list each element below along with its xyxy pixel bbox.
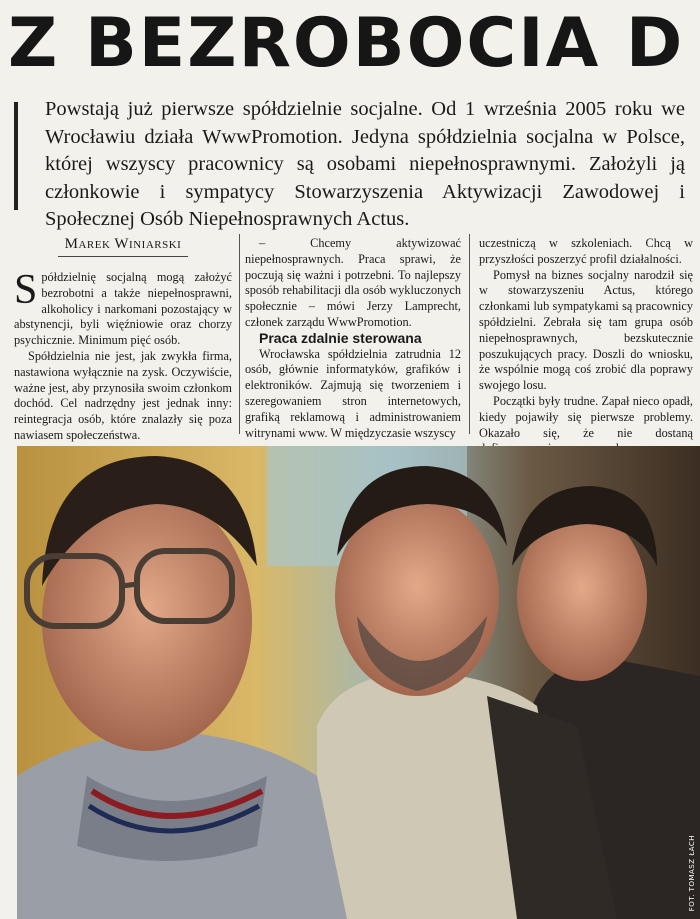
- col1-p1-text: półdzielnię socjalną mogą założyć bezrobotni a także niepełnosprawni, alkoholicy i narkomani pozostający w abstynencji, byli więźniowie oraz chorzy psychicznie. Minimum pięć osób.: [14, 270, 232, 348]
- lead-rule: [14, 102, 18, 210]
- col1-paragraph-2: Spółdzielnia nie jest, jak zwykła firma, nastawiona wyłącznie na zysk. Oczywiście, ważne jest, aby przynosiła swoim członkom dochód. Cel nadrzędny jest jednak inny: reintegracja osób, które znalazły się poza nawiasem społeczeństwa.: [14, 348, 232, 442]
- lead-paragraph: Powstają już pierwsze spółdzielnie socjalne. Od 1 września 2005 roku we Wrocławiu działa WwwPromotion. Jedyna spółdzielnia socjalna w Polsce, której wszyscy pracownicy są osobami niepełnosprawnymi. Założyli ją członkowie i sympatycy Stowarzyszenia Aktywizacji Zawodowej i Społecznej Osób Niepełnosprawnych Actus.: [45, 98, 685, 230]
- column-2: [245, 236, 461, 441]
- column-3: [479, 236, 693, 473]
- col2-subhead: Praca zdalnie sterowana: [259, 329, 422, 346]
- byline: Marek Winiarski: [58, 236, 188, 257]
- photo-credit: FOT. TOMASZ ŁACH: [688, 834, 696, 911]
- col2-paragraph-1: – Chcemy aktywizować niepełnosprawnych. Praca sprawi, że poczują się ważni i potrzebni. To najlepszy sposób rehabilitacji dla osób wykluczonych społecznie – mówi Jerzy Lamprecht, członek zarządu WwwPromotion.: [245, 236, 461, 329]
- group-photo: [17, 446, 700, 919]
- col3-paragraph-1: uczestniczą w szkoleniach. Chcą w przyszłości poszerzyć profil działalności.: [479, 236, 693, 266]
- photo-illustration: [17, 446, 700, 919]
- column-divider: [239, 234, 240, 434]
- column-divider: [469, 234, 470, 434]
- dropcap: S: [14, 267, 38, 313]
- headline: Z BEZROBOCIA D: [8, 8, 685, 80]
- column-1: [14, 267, 232, 444]
- col3-paragraph-3: Początki były trudne. Zapał nieco opadł, kiedy pojawiły się pierwsze problemy. Okazało się, że nie dostaną: [479, 393, 693, 440]
- col1-paragraph-1: [14, 267, 232, 349]
- col3-paragraph-2: Pomysł na biznes socjalny narodził się w stowarzyszeniu Actus, którego członkami lub sympatykami są pracownicy spółdzielni. Zebrała się tam grupa osób niepełnosprawnych, bezskutecznie poszukujących pracy. Doszli do wniosku, że wspólnie mogą coś zrobić dla poprawy swojego losu.: [479, 267, 693, 393]
- col2-paragraph-2: Wrocławska spółdzielnia zatrudnia 12 osób, głównie informatyków, grafików i elektroników. Zajmują się tworzeniem i szeregowaniem stron internetowych, grafiką reklamową i administrowaniem witrynami www. W międzyczasie wszyscy: [245, 346, 461, 440]
